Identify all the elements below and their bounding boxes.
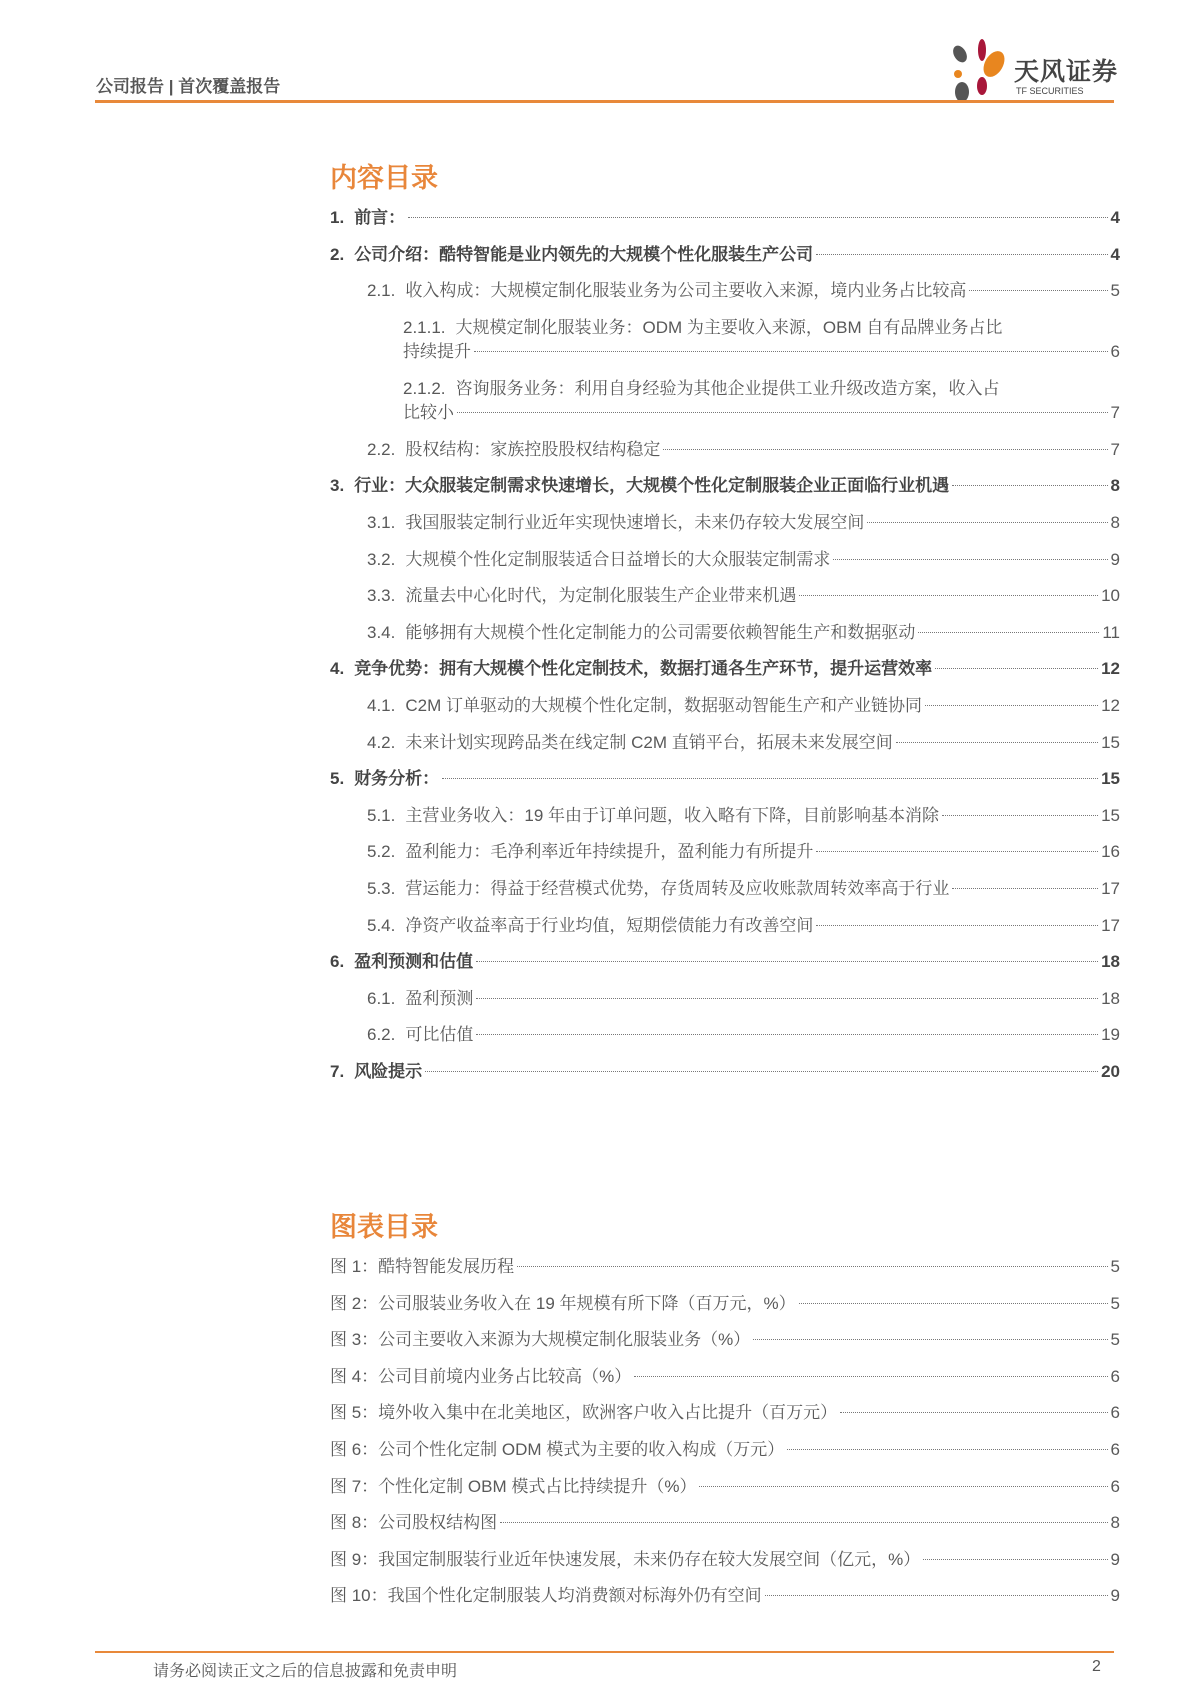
entry-title[interactable]: 净资产收益率高于行业均值，短期偿债能力有改善空间	[405, 915, 814, 935]
entry-number: 2.1.	[367, 281, 396, 301]
toc-entry[interactable]	[330, 1469, 1120, 1506]
entry-number: 1.	[330, 208, 345, 227]
entry-page: 10	[1101, 586, 1120, 606]
entry-title[interactable]: 盈利预测和估值	[354, 952, 474, 972]
entry-title[interactable]: 公司介绍：酷特智能是业内领先的大规模个性化服装生产公司	[354, 244, 814, 264]
toc-entry[interactable]	[403, 340, 1120, 364]
dot-leader	[952, 485, 1107, 486]
toc-entry[interactable]	[330, 578, 1120, 615]
toc-entry[interactable]	[330, 834, 1120, 871]
header-divider	[95, 100, 1114, 103]
toc-entry[interactable]	[330, 1286, 1120, 1323]
entry-title[interactable]: 收入构成：大规模定制化服装业务为公司主要收入来源，境内业务占比较高	[405, 281, 967, 301]
entry-title[interactable]: 图 10：我国个性化定制服装人均消费额对标海外仍有空间	[330, 1586, 762, 1606]
entry-number: 5.3.	[367, 878, 396, 898]
entry-page: 12	[1101, 695, 1120, 715]
toc-entry[interactable]	[330, 1542, 1120, 1579]
entry-page: 9	[1110, 1586, 1120, 1606]
entry-page: 18	[1101, 988, 1120, 1008]
logo-text-en: TF SECURITIES	[1016, 86, 1084, 96]
dot-leader	[500, 1522, 1107, 1523]
toc-entry[interactable]	[330, 651, 1120, 688]
entry-number: 2.1.1.	[403, 317, 446, 337]
entry-title[interactable]: 图 9：我国定制服装行业近年快速发展，未来仍存在较大发展空间（亿元，%）	[330, 1549, 921, 1569]
entry-page: 19	[1101, 1025, 1120, 1045]
entry-number: 4.2.	[367, 732, 396, 752]
entry-page: 17	[1101, 915, 1120, 935]
entry-page: 8	[1110, 476, 1120, 496]
entry-page: 15	[1101, 769, 1120, 789]
entry-page: 20	[1101, 1061, 1120, 1081]
toc-entry[interactable]	[330, 200, 1120, 237]
page-number: 2	[1092, 1658, 1101, 1675]
entry-number: 4.	[330, 659, 345, 679]
logo-text-cn: 天风证券	[1014, 58, 1119, 86]
entry-page: 11	[1102, 622, 1120, 642]
entry-title[interactable]: 股权结构：家族控股股权结构稳定	[405, 439, 661, 459]
dot-leader	[476, 1034, 1098, 1035]
dot-leader	[952, 888, 1098, 889]
entry-title[interactable]: 图 8：公司股权结构图	[330, 1513, 498, 1533]
entry-title[interactable]: 风险提示	[354, 1061, 423, 1081]
dot-leader	[816, 925, 1098, 926]
entry-title[interactable]: 大规模定制化服装业务：ODM 为主要收入来源，OBM 自有品牌业务占比	[455, 317, 1003, 337]
entry-title[interactable]: 流量去中心化时代，为定制化服装生产企业带来机遇	[405, 586, 797, 606]
entry-number: 6.2.	[367, 1025, 396, 1045]
entry-page: 6	[1110, 1366, 1120, 1386]
entry-number: 3.	[330, 476, 345, 496]
toc-entry-multiline[interactable]	[330, 310, 1120, 371]
entry-page: 4	[1110, 208, 1120, 227]
dot-leader	[787, 1449, 1107, 1450]
entry-page: 5	[1110, 1293, 1120, 1313]
entry-page: 6	[1110, 1403, 1120, 1423]
tf-securities-logo	[948, 38, 1118, 104]
table-of-contents	[330, 200, 1120, 1090]
entry-title[interactable]: 图 1：酷特智能发展历程	[330, 1257, 515, 1276]
figures-title: 图表目录	[330, 1212, 438, 1242]
toc-entry[interactable]	[330, 1017, 1120, 1054]
dot-leader	[816, 851, 1098, 852]
entry-page: 15	[1101, 732, 1120, 752]
entry-page: 6	[1110, 341, 1120, 361]
toc-entry[interactable]	[330, 688, 1120, 725]
entry-number: 5.1.	[367, 805, 396, 825]
entry-title[interactable]: 图 3：公司主要收入来源为大规模定制化服装业务（%）	[330, 1330, 751, 1350]
entry-page: 6	[1110, 1439, 1120, 1459]
toc-entry[interactable]	[330, 981, 1120, 1018]
entry-title[interactable]: 财务分析：	[354, 769, 440, 789]
entry-page: 5	[1110, 281, 1120, 301]
entry-number: 2.	[330, 244, 345, 264]
dot-leader	[663, 449, 1107, 450]
entry-number: 5.	[330, 769, 345, 789]
dot-leader	[699, 1486, 1107, 1487]
entry-title[interactable]: 大规模个性化定制服装适合日益增长的大众服装定制需求	[405, 549, 831, 569]
dot-leader	[867, 522, 1107, 523]
entry-page: 5	[1110, 1330, 1120, 1350]
dot-leader	[442, 778, 1098, 779]
entry-title[interactable]: 持续提升	[403, 341, 471, 361]
toc-entry[interactable]	[330, 1578, 1120, 1615]
dot-leader	[923, 1559, 1107, 1560]
toc-entry[interactable]	[330, 1054, 1120, 1091]
entry-number: 2.1.2.	[403, 378, 446, 398]
toc-entry[interactable]	[330, 1432, 1120, 1469]
entry-number: 6.1.	[367, 988, 396, 1008]
report-type-label: 公司报告 | 首次覆盖报告	[96, 77, 281, 96]
dot-leader	[799, 1303, 1108, 1304]
toc-entry[interactable]	[330, 505, 1120, 542]
toc-entry[interactable]	[330, 725, 1120, 762]
footer-disclaimer: 请务必阅读正文之后的信息披露和免责申明	[153, 1663, 458, 1680]
toc-entry[interactable]	[330, 908, 1120, 945]
toc-entry[interactable]	[330, 615, 1120, 652]
dot-leader	[753, 1339, 1107, 1340]
entry-page: 7	[1110, 439, 1120, 459]
entry-title[interactable]: 图 7：个性化定制 OBM 模式占比持续提升（%）	[330, 1476, 697, 1496]
entry-page: 5	[1110, 1257, 1120, 1276]
dot-leader	[476, 998, 1098, 999]
toc-entry-multiline[interactable]	[330, 371, 1120, 432]
entry-title[interactable]: 行业：大众服装定制需求快速增长，大规模个性化定制服装企业正面临行业机遇	[354, 476, 950, 496]
entry-page: 16	[1101, 842, 1120, 862]
entry-title[interactable]: 咨询服务业务：利用自身经验为其他企业提供工业升级改造方案，收入占	[455, 378, 1000, 398]
entry-page: 8	[1110, 1513, 1120, 1533]
entry-page: 15	[1101, 805, 1120, 825]
toc-entry[interactable]	[330, 798, 1120, 835]
entry-title[interactable]: 图 2：公司服装业务收入在 19 年规模有所下降（百万元，%）	[330, 1293, 796, 1313]
dot-leader	[935, 668, 1098, 669]
entry-number: 4.1.	[367, 695, 396, 715]
entry-title[interactable]: 我国服装定制行业近年实现快速增长，未来仍存较大发展空间	[405, 512, 865, 532]
entry-page: 18	[1101, 952, 1120, 972]
entry-title[interactable]: 图 6：公司个性化定制 ODM 模式为主要的收入构成（万元）	[330, 1439, 785, 1459]
entry-title[interactable]: 比较小	[403, 402, 454, 422]
toc-entry[interactable]	[330, 468, 1120, 505]
entry-title[interactable]: 未来计划实现跨品类在线定制 C2M 直销平台，拓展未来发展空间	[405, 732, 893, 752]
entry-page: 6	[1110, 1476, 1120, 1496]
entry-line	[403, 316, 1120, 340]
entry-number: 7.	[330, 1061, 345, 1081]
entry-number: 3.4.	[367, 622, 396, 642]
toc-entry[interactable]	[330, 432, 1120, 469]
dot-leader	[833, 559, 1107, 560]
dot-leader	[942, 815, 1098, 816]
entry-title[interactable]: 竞争优势：拥有大规模个性化定制技术，数据打通各生产环节，提升运营效率	[354, 659, 933, 679]
dot-leader	[816, 254, 1107, 255]
entry-title[interactable]: 营运能力：得益于经营模式优势，存货周转及应收账款周转效率高于行业	[405, 878, 950, 898]
toc-entry[interactable]	[330, 761, 1120, 798]
toc-title: 内容目录	[330, 163, 438, 193]
entry-number: 3.3.	[367, 586, 396, 606]
entry-title[interactable]: C2M 订单驱动的大规模个性化定制，数据驱动智能生产和产业链协同	[405, 695, 922, 715]
toc-entry[interactable]	[330, 542, 1120, 579]
entry-title[interactable]: 能够拥有大规模个性化定制能力的公司需要依赖智能生产和数据驱动	[405, 622, 916, 642]
entry-number: 3.2.	[367, 549, 396, 569]
entry-number: 2.2.	[367, 439, 396, 459]
entry-page: 7	[1110, 402, 1120, 422]
dot-leader	[425, 1071, 1098, 1072]
entry-title[interactable]: 图 5：境外收入集中在北美地区，欧洲客户收入占比提升（百万元）	[330, 1403, 838, 1423]
dot-leader	[896, 742, 1098, 743]
entry-title[interactable]: 主营业务收入：19 年由于订单问题，收入略有下降，目前影响基本消除	[405, 805, 939, 825]
entry-title[interactable]: 可比估值	[405, 1025, 474, 1045]
dot-leader	[517, 1266, 1107, 1267]
dot-leader	[474, 351, 1108, 352]
entry-title[interactable]: 盈利能力：毛净利率近年持续提升，盈利能力有所提升	[405, 842, 814, 862]
toc-entry[interactable]	[330, 1322, 1120, 1359]
toc-entry[interactable]	[330, 1505, 1120, 1542]
entry-number: 3.1.	[367, 512, 396, 532]
entry-number: 5.4.	[367, 915, 396, 935]
dot-leader	[918, 632, 1099, 633]
dot-leader	[765, 1595, 1108, 1596]
dot-leader	[969, 290, 1107, 291]
entry-title[interactable]: 盈利预测	[405, 988, 474, 1008]
entry-title[interactable]: 图 4：公司目前境内业务占比较高（%）	[330, 1366, 632, 1386]
toc-entry[interactable]	[330, 1249, 1120, 1286]
logo-petals-icon	[948, 38, 1012, 104]
entry-page: 8	[1110, 512, 1120, 532]
dot-leader	[840, 1412, 1107, 1413]
entry-page: 9	[1110, 549, 1120, 569]
dot-leader	[634, 1376, 1107, 1377]
toc-entry[interactable]	[330, 237, 1120, 274]
toc-entry[interactable]	[330, 871, 1120, 908]
entry-title[interactable]: 前言：	[354, 208, 406, 227]
toc-entry[interactable]	[330, 1395, 1120, 1432]
toc-entry[interactable]	[330, 1359, 1120, 1396]
entry-page: 4	[1110, 244, 1120, 264]
dot-leader	[925, 705, 1098, 706]
footer-divider	[95, 1651, 1114, 1653]
entry-page: 9	[1110, 1549, 1120, 1569]
dot-leader	[799, 595, 1098, 596]
dot-leader	[408, 217, 1107, 218]
entry-page: 17	[1101, 878, 1120, 898]
dot-leader	[476, 961, 1098, 962]
dot-leader	[457, 412, 1108, 413]
entry-page: 12	[1101, 659, 1120, 679]
entry-line	[403, 377, 1120, 401]
toc-entry[interactable]	[330, 944, 1120, 981]
entry-number: 6.	[330, 952, 345, 972]
toc-entry[interactable]	[330, 273, 1120, 310]
toc-entry[interactable]	[403, 401, 1120, 425]
entry-number: 5.2.	[367, 842, 396, 862]
list-of-figures	[330, 1249, 1120, 1615]
